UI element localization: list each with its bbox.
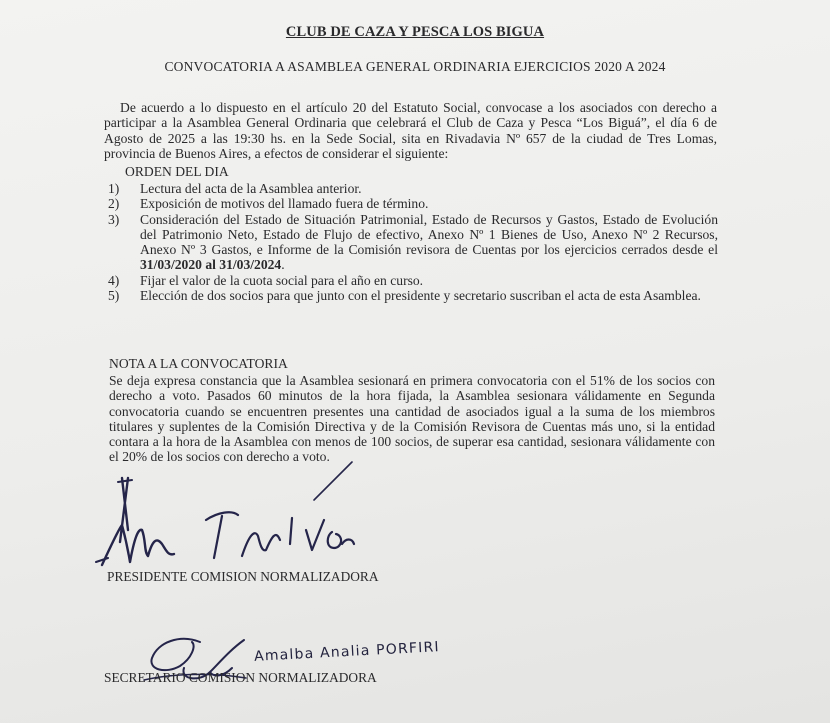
agenda-item-text [140,212,718,273]
agenda-list [108,181,718,303]
agenda-heading: ORDEN DEL DIA [125,164,229,179]
agenda-item-text: Fijar el valor de la cuota social para el año en curso. [140,272,424,288]
nota-paragraph: Se deja expresa constancia que la Asamblea sesionará en primera convocatoria con el 51% de los socios con derecho a voto. Pasados 60 minutos de la hora fijada, la Asamblea sesionara válidamente en Segunda convocatoria cuando se encuentren presentes una cantidad de asociados igual a la suma de los miembros titulares y suplentes de la Comisión Directiva y de la Comisión Revisora de Cuentas más uno, si la entidad contara a la hora de la Asamblea con menos de 100 socios, de superar esa cantidad, sesionara válidamente con el 20% de los socios con derecho a voto. [109,373,715,465]
document-title: CLUB DE CAZA Y PESCA LOS BIGUA [285,24,545,40]
agenda-item-number: 2) [108,196,120,212]
agenda-item-number: 3) [108,211,120,227]
secretary-caption: SECRETARIO COMISION NORMALIZADORA [104,670,377,685]
document-subtitle: CONVOCATORIA A ASAMBLEA GENERAL ORDINARIA EJERCICIOS 2020 A 2024 [164,59,666,74]
agenda-item-text: Exposición de motivos del llamado fuera de término. [140,196,429,212]
president-signature-1 [92,470,182,580]
agenda-item-text-tail: . [281,257,285,273]
agenda-item [108,212,718,273]
agenda-item-text: Elección de dos socios para que junto con el presidente y secretario suscriban el acta de esta Asamblea. [140,288,701,304]
agenda-item-number: 4) [108,272,120,288]
agenda-item-number: 1) [108,181,120,196]
agenda-item [108,273,718,288]
agenda-item-dates: 31/03/2020 al 31/03/2024 [140,257,282,273]
president-caption: PRESIDENTE COMISION NORMALIZADORA [107,569,379,584]
agenda-item-text-main: Consideración del Estado de Situación Patrimonial, Estado de Recursos y Gastos, Estado de Evolución del Patrimonio Neto, Estado de Flujo de efectivo, Anexo Nº 1 Bienes de Uso, Anexo Nº 2 Recursos, Anexo Nº 3 Gastos, e Informe de la Comisión revisora de Cuentas por los ejercicios cerrados desde el [140,211,718,258]
president-signature-2 [192,460,362,570]
agenda-item-number: 5) [108,288,120,304]
nota-heading: NOTA A LA CONVOCATORIA [109,356,288,371]
intro-paragraph: De acuerdo a lo dispuesto en el artículo 20 del Estatuto Social, convocase a los asociados con derecho a participar a la Asamblea General Ordinaria que celebrará el Club de Caza y Pesca “Los Biguá”, el día 6 de Agosto de 2025 a las 19:30 hs. en la Sede Social, sita en Rivadavia Nº 657 de la ciudad de Tres Lomas, provincia de Buenos Aires, a efectos de considerar el siguiente: [104,100,717,161]
agenda-item [108,288,718,303]
agenda-item [108,196,718,211]
agenda-item-text: Lectura del acta de la Asamblea anterior. [140,181,362,196]
agenda-item [108,181,718,196]
secretary-handwritten-name: Amalba Analia PORFIRI [253,639,441,665]
